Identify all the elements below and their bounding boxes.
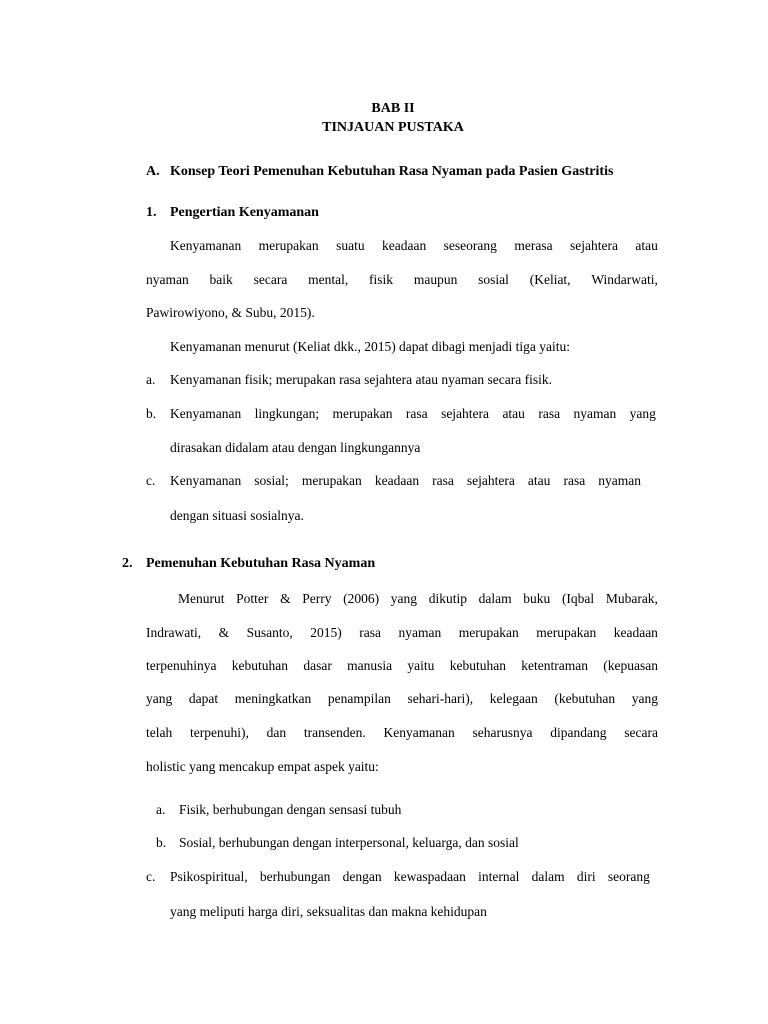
sub2-item-a-marker: a. [156,802,166,817]
sub2-item-c-line1: Psikospiritual, berhubungan dengan kewaspadaan internal dalam diri seorang [170,869,650,884]
section-a-marker: A. [146,164,160,179]
sub1-item-a-text: Kenyamanan fisik; merupakan rasa sejahtera atau nyaman secara fisik. [170,372,552,387]
sub2-item-b-marker: b. [156,835,167,850]
sub1-para1-line3: Pawirowiyono, & Subu, 2015). [146,305,315,320]
sub2-para-line1: Menurut Potter & Perry (2006) yang dikutip dalam buku (Iqbal Mubarak, [178,591,658,606]
sub1-para1-line1: Kenyamanan merupakan suatu keadaan seseorang merasa sejahtera atau [170,238,658,253]
sub2-item-a-text: Fisik, berhubungan dengan sensasi tubuh [179,802,402,817]
sub1-title: Pengertian Kenyamanan [170,205,319,220]
sub1-item-c-line2: dengan situasi sosialnya. [170,508,304,523]
sub1-item-b-line1: Kenyamanan lingkungan; merupakan rasa sejahtera atau rasa nyaman yang [170,406,656,421]
sub2-para-line5: telah terpenuhi), dan transenden. Kenyamanan seharusnya dipandang secara [146,725,658,740]
sub2-item-c-line2: yang meliputi harga diri, seksualitas dan makna kehidupan [170,904,487,919]
sub1-item-c-line1: Kenyamanan sosial; merupakan keadaan rasa sejahtera atau rasa nyaman [170,473,641,488]
sub1-item-b-marker: b. [146,406,157,421]
sub1-para1-line2: nyaman baik secara mental, fisik maupun sosial (Keliat, Windarwati, [146,272,658,287]
sub2-para-line6: holistic yang mencakup empat aspek yaitu: [146,759,379,774]
sub2-item-b-text: Sosial, berhubungan dengan interpersonal, keluarga, dan sosial [179,835,519,850]
chapter-title: TINJAUAN PUSTAKA [322,120,464,135]
sub2-title: Pemenuhan Kebutuhan Rasa Nyaman [146,556,376,571]
sub2-para-line2: Indrawati, & Susanto, 2015) rasa nyaman merupakan merupakan keadaan [146,625,658,640]
sub1-marker: 1. [146,205,157,220]
sub1-item-a-marker: a. [146,372,156,387]
sub1-para2: Kenyamanan menurut (Keliat dkk., 2015) dapat dibagi menjadi tiga yaitu: [170,339,571,354]
sub1-item-c-marker: c. [146,473,156,488]
sub2-para-line3: terpenuhinya kebutuhan dasar manusia yaitu kebutuhan ketentraman (kepuasan [146,658,658,673]
sub1-item-b-line2: dirasakan didalam atau dengan lingkungannya [170,440,421,455]
section-a-title: Konsep Teori Pemenuhan Kebutuhan Rasa Nyaman pada Pasien Gastritis [170,164,614,179]
chapter-label: BAB II [371,101,415,116]
sub2-marker: 2. [122,556,133,571]
sub2-item-c-marker: c. [146,869,156,884]
sub2-para-line4: yang dapat meningkatkan penampilan sehari-hari), kelegaan (kebutuhan yang [146,691,658,706]
